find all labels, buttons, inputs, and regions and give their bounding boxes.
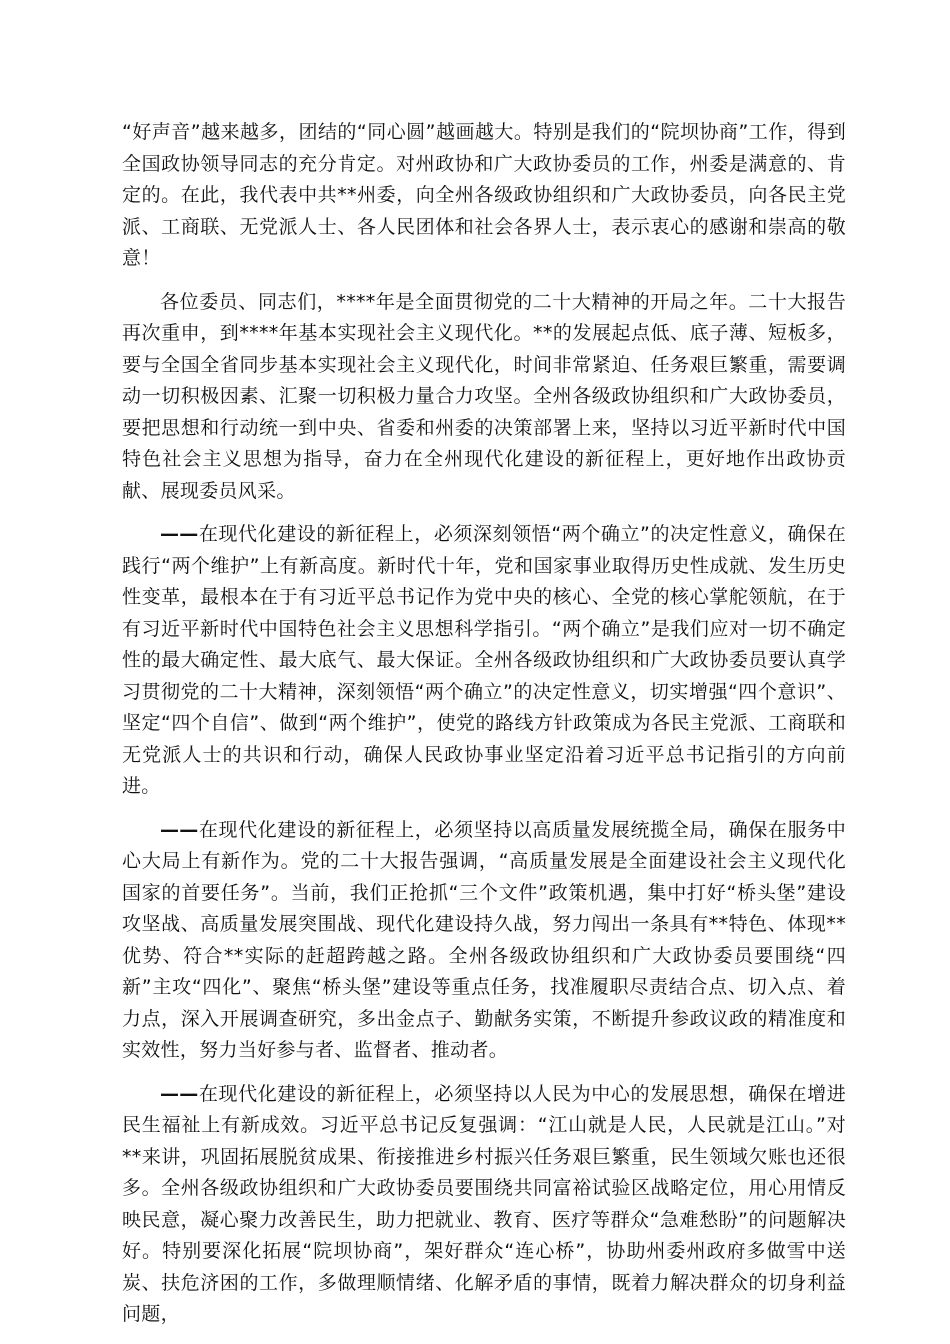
paragraph-5 (122, 1079, 846, 1331)
paragraph-3 (122, 519, 846, 803)
paragraph-2 (122, 287, 846, 508)
paragraph-text: 在现代化建设的新征程上，必须深刻领悟“两个确立”的决定性意义，确保在践行“两个维护”上有新高度。新时代十年，党和国家事业取得历史性成就、发生历史性变革，最根本在于有习近平总书记作为党中央的核心、全党的核心掌舵领航，在于有习近平新时代中国特色社会主义思想科学指引。“两个确立”是我们应对一切不确定性的最大确定性、最大底气、最大保证。全州各级政协组织和广大政协委员要认真学习贯彻党的二十大精神，深刻领悟“两个确立”的决定性意义，切实增强“四个意识”、坚定“四个自信”、做到“两个维护”，使党的路线方针政策成为各民主党派、工商联和无党派人士的共识和行动，确保人民政协事业坚定沿着习近平总书记指引的方向前进。 (122, 523, 846, 797)
paragraph-4 (122, 815, 846, 1067)
paragraph-text: 各位委员、同志们，****年是全面贯彻党的二十大精神的开局之年。二十大报告再次重申，到****年基本实现社会主义现代化。**的发展起点低、底子薄、短板多，要与全国全省同步基本实现社会主义现代化，时间非常紧迫、任务艰巨繁重，需要调动一切积极因素、汇聚一切积极力量合力攻坚。全州各级政协组织和广大政协委员，要把思想和行动统一到中央、省委和州委的决策部署上来，坚持以习近平新时代中国特色社会主义思想为指导，奋力在全州现代化建设的新征程上，更好地作出政协贡献、展现委员风采。 (122, 290, 846, 502)
paragraph-text: “好声音”越来越多，团结的“同心圆”越画越大。特别是我们的“院坝协商”工作，得到全国政协领导同志的充分肯定。对州政协和广大政协委员的工作，州委是满意的、肯定的。在此，我代表中共**州委，向全州各级政协组织和广大政协委员，向各民主党派、工商联、无党派人士、各人民团体和社会各界人士，表示衷心的感谢和崇高的敬意！ (122, 121, 846, 269)
paragraph-1 (122, 117, 846, 275)
paragraph-dash: —— (160, 818, 199, 841)
paragraph-text: 在现代化建设的新征程上，必须坚持以高质量发展统揽全局，确保在服务中心大局上有新作为。党的二十大报告强调，“高质量发展是全面建设社会主义现代化国家的首要任务”。当前，我们正抢抓“三个文件”政策机遇，集中打好“桥头堡”建设攻坚战、高质量发展突围战、现代化建设持久战，努力闯出一条具有**特色、体现**优势、符合**实际的赶超跨越之路。全州各级政协组织和广大政协委员要围绕“四新”主攻“四化”、聚焦“桥头堡”建设等重点任务，找准履职尽责结合点、切入点、着力点，深入开展调查研究，多出金点子、勤献务实策，不断提升参政议政的精准度和实效性，努力当好参与者、监督者、推动者。 (122, 818, 846, 1061)
paragraph-dash: —— (160, 1082, 199, 1105)
paragraph-text: 在现代化建设的新征程上，必须坚持以人民为中心的发展思想，确保在增进民生福祉上有新成效。习近平总书记反复强调：“江山就是人民，人民就是江山。”对**来讲，巩固拓展脱贫成果、衔接推进乡村振兴任务艰巨繁重，民生领域欠账也还很多。全州各级政协组织和广大政协委员要围绕共同富裕试验区战略定位，用心用情反映民意，凝心聚力改善民生，助力把就业、教育、医疗等群众“急难愁盼”的问题解决好。特别要深化拓展“院坝协商”，架好群众“连心桥”，协助州委州政府多做雪中送炭、扶危济困的工作，多做理顺情绪、化解矛盾的事情，既着力解决群众的切身利益问题， (122, 1082, 846, 1325)
paragraph-dash: —— (160, 523, 199, 545)
document-body (122, 117, 846, 1343)
